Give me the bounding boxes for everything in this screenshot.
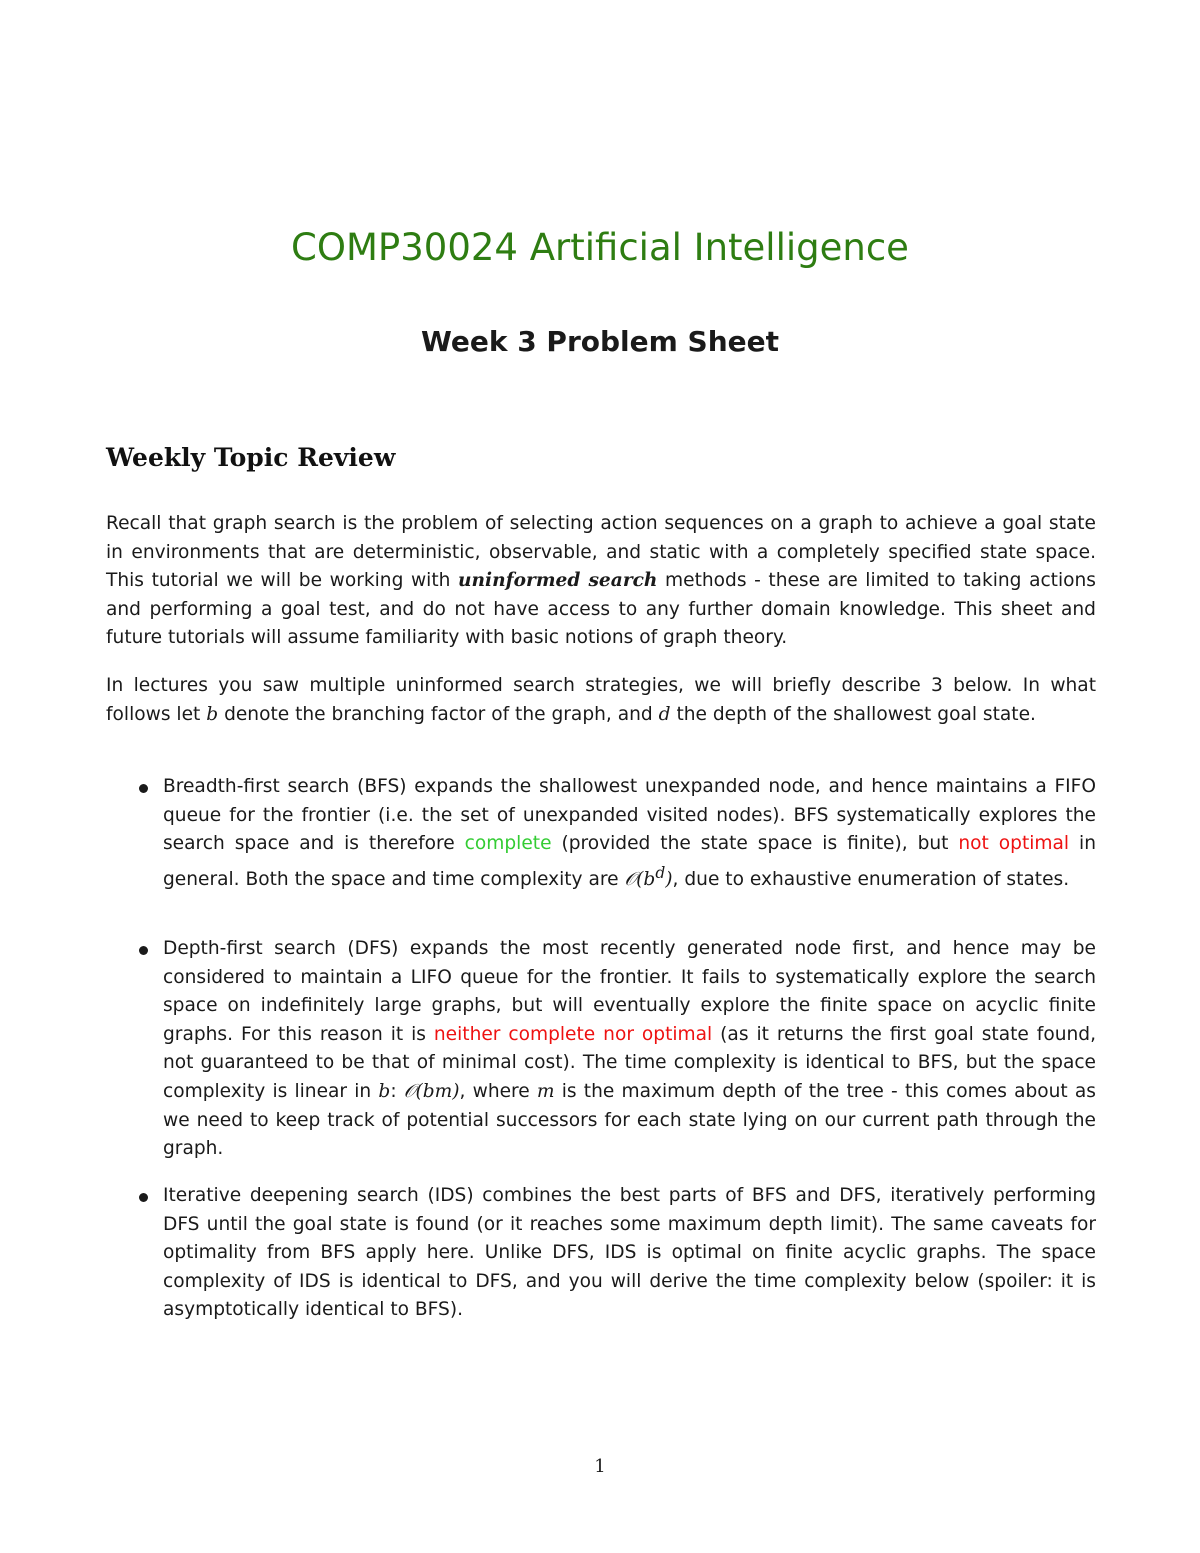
intro-paragraph [106, 510, 1096, 653]
page-subtitle: Week 3 Problem Sheet [420, 325, 780, 358]
uninformed-search-term: uninformed search [458, 570, 658, 592]
page-number: 1 [594, 1456, 606, 1477]
dfs-m-symbol: m [536, 1080, 555, 1102]
dfs-b-symbol: b [378, 1080, 391, 1102]
bfs-text-3: in general. Both the space and time complexity are [163, 833, 1096, 890]
bfs-complexity-exponent: d [655, 863, 666, 882]
neither-complete-label: neither complete nor optimal [433, 1023, 713, 1045]
bfs-text [163, 773, 1096, 895]
dfs-text [163, 935, 1096, 1164]
bfs-text-1: Breadth-first search (BFS) expands the shallowest unexpanded node, and hence maintains a FIFO queue for the frontier (i.e. the set of unexpanded visited nodes). BFS systematically explores the search space and is therefore [163, 776, 1096, 855]
bfs-complexity [624, 863, 673, 890]
page-title: COMP30024 Artificial Intelligence [291, 226, 909, 269]
depth-symbol: d [658, 703, 671, 725]
ids-text: Iterative deepening search (IDS) combines the best parts of BFS and DFS, iteratively performing DFS until the goal state is found (or it reaches some maximum depth limit). The same caveats for optimality from BFS apply here. Unlike DFS, IDS is optimal on finite acyclic graphs. The space complexity of IDS is identical to DFS, and you will derive the time complexity below (spoiler: it is asymptotically identical to BFS). [163, 1185, 1096, 1321]
dfs-text-3: : [390, 1080, 404, 1102]
lecture-paragraph [106, 672, 1096, 729]
dfs-text-4: , where [459, 1080, 537, 1102]
lecture-text-2: denote the branching factor of the graph, and [218, 703, 659, 725]
dfs-text-1: Depth-first search (DFS) expands the most recently generated node first, and hence may be considered to maintain a LIFO queue for the frontier. It fails to systematically explore the search space on indefinitely large graphs, but will eventually explore the finite space on acyclic finite graphs. For this reason it is [163, 938, 1096, 1045]
intro-text-2: methods - these are limited to taking actions and performing a goal test, and do not have access to any further domain knowledge. This sheet and future tutorials will assume familiarity with basic notions of graph theory. [106, 570, 1096, 649]
intro-text-1: Recall that graph search is the problem of selecting action sequences on a graph to achieve a goal state in environments that are deterministic, observable, and static with a completely specified state space. This tutorial we will be working with [106, 513, 1096, 592]
bfs-complexity-base: 𝒪(b [624, 868, 656, 890]
dfs-complexity: 𝒪(bm) [403, 1080, 460, 1102]
bullet-icon [139, 946, 148, 955]
bfs-text-4: , due to exhaustive enumeration of states. [672, 868, 1070, 890]
dfs-text-2: (as it returns the first goal state found, not guaranteed to be that of minimal cost). The time complexity is identical to BFS, but the space complexity is linear in [163, 1023, 1096, 1102]
bfs-complexity-close: ) [665, 868, 673, 890]
list-item-ids [106, 1182, 1096, 1325]
bfs-text-2: (provided the state space is finite), but [551, 833, 959, 855]
lecture-text-3: the depth of the shallowest goal state. [670, 703, 1036, 725]
section-heading: Weekly Topic Review [106, 443, 396, 472]
bullet-icon [139, 1193, 148, 1202]
bullet-icon [139, 784, 148, 793]
not-optimal-label: not optimal [958, 833, 1070, 855]
list-item-dfs [106, 935, 1096, 1164]
list-item-bfs [106, 773, 1096, 895]
complete-label: complete [464, 833, 552, 855]
lecture-text-1: In lectures you saw multiple uninformed search strategies, we will briefly describe 3 below. In what follows let [106, 675, 1096, 725]
branching-factor-symbol: b [206, 703, 219, 725]
dfs-text-5: is the maximum depth of the tree - this comes about as we need to keep track of potential successors for each state lying on our current path through the graph. [163, 1080, 1096, 1160]
